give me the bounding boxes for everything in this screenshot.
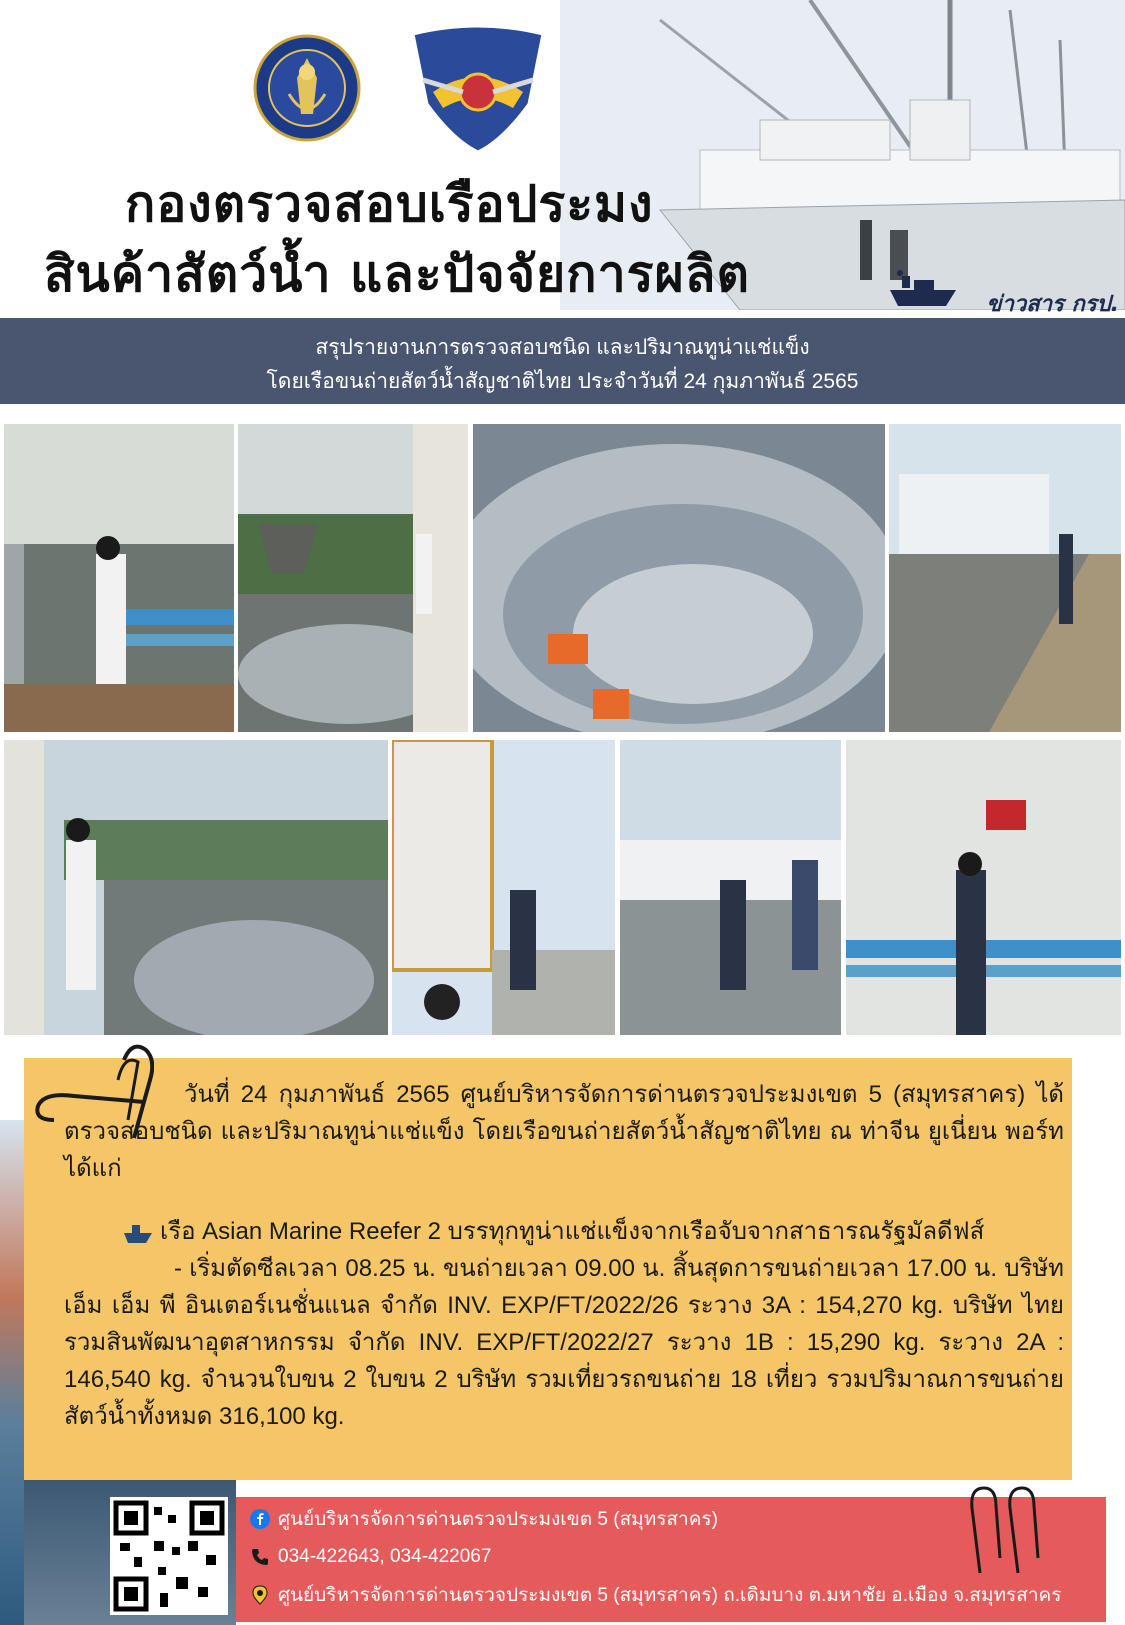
page-title-line-2: สินค้าสัตว์น้ำ และปัจจัยการผลิต: [44, 245, 750, 303]
facebook-icon: [250, 1509, 270, 1529]
location-pin-icon: [250, 1585, 270, 1605]
fishery-inspection-logo: [403, 22, 553, 154]
facebook-row[interactable]: [250, 1506, 718, 1532]
boat-icon: [888, 270, 958, 310]
phone-icon: [250, 1547, 270, 1567]
photo-tuna-hold: [473, 424, 885, 732]
banner-line-2: โดยเรือขนถ่ายสัตว์น้ำสัญชาติไทย ประจำวันที่ 24 กุมภาพันธ์ 2565: [266, 370, 859, 393]
summary-banner: [0, 318, 1125, 404]
page-title-line-1: กองตรวจสอบเรือประมง: [125, 175, 654, 233]
photo-truck-container: [392, 740, 615, 1035]
report-paragraph-detail: [64, 1213, 1064, 1435]
department-of-fisheries-logo: [253, 34, 361, 142]
photo-inspector-at-tank: [4, 424, 234, 732]
ship-icon: [124, 1223, 152, 1243]
phone-row[interactable]: [250, 1544, 491, 1570]
photo-inspector-with-phone: [4, 740, 388, 1035]
phone-numbers: 034-422643, 034-422067: [278, 1546, 492, 1567]
address-row: [250, 1582, 1061, 1608]
harbor-photo-strip: [0, 1120, 24, 1625]
photo-ship-deck: [889, 424, 1121, 732]
banner-line-1: สรุปรายงานการตรวจสอบชนิด และปริมาณทูน่าแช่แข็ง: [315, 336, 810, 359]
photo-unloading-net: [238, 424, 468, 732]
unloading-detail: - เริ่มตัดซีลเวลา 08.25 น. ขนถ่ายเวลา 09.00 น. สิ้นสุดการขนถ่ายเวลา 17.00 น. บริษัท เอ็ม เอ็ม พี อินเตอร์เนชั่นแนล จำกัด INV. EXP/FT/2022/26 ระวาง 3A : 154,270 kg. บริษัท ไทยรวมสินพัฒนาอุตสาหกรรม จำกัด INV. EXP/FT/2022/27 ระวาง 1B : 15,290 kg. ระวาง 2A : 146,540 kg. จำนวนใบขน 2 ใบขน 2 บริษัท รวมเที่ยวรถขนถ่าย 18 เที่ยว รวมปริมาณการขนถ่ายสัตว์น้ำทั้งหมด 316,100 kg.: [64, 1255, 1064, 1430]
photo-inspector-at-pipes: [846, 740, 1121, 1035]
paperclip-icon: [960, 1478, 1050, 1578]
photo-inspectors-on-deck: [620, 740, 841, 1035]
news-tag: ข่าวสาร กรป.: [986, 292, 1119, 317]
vessel-line: เรือ Asian Marine Reefer 2 บรรทุกทูน่าแช่แข็งจากเรือจับจากสาธารณรัฐมัลดีฟส์: [160, 1218, 985, 1245]
report-text-box: [24, 1058, 1072, 1480]
facebook-page-name: ศูนย์บริหารจัดการด่านตรวจประมงเขต 5 (สมุทรสาคร): [278, 1509, 718, 1530]
address-text: ศูนย์บริหารจัดการด่านตรวจประมงเขต 5 (สมุทรสาคร) ถ.เดิมบาง ต.มหาชัย อ.เมือง จ.สมุทรสาคร: [278, 1585, 1062, 1606]
report-paragraph-intro: วันที่ 24 กุมภาพันธ์ 2565 ศูนย์บริหารจัดการด่านตรวจประมงเขต 5 (สมุทรสาคร) ได้ตรวจสอบชนิด และปริมาณทูน่าแช่แข็ง โดยเรือขนถ่ายสัตว์น้ำสัญชาติไทย ณ ท่าจีน ยูเนี่ยน พอร์ท ได้แก่: [64, 1081, 1064, 1182]
qr-code-icon[interactable]: [110, 1497, 228, 1615]
